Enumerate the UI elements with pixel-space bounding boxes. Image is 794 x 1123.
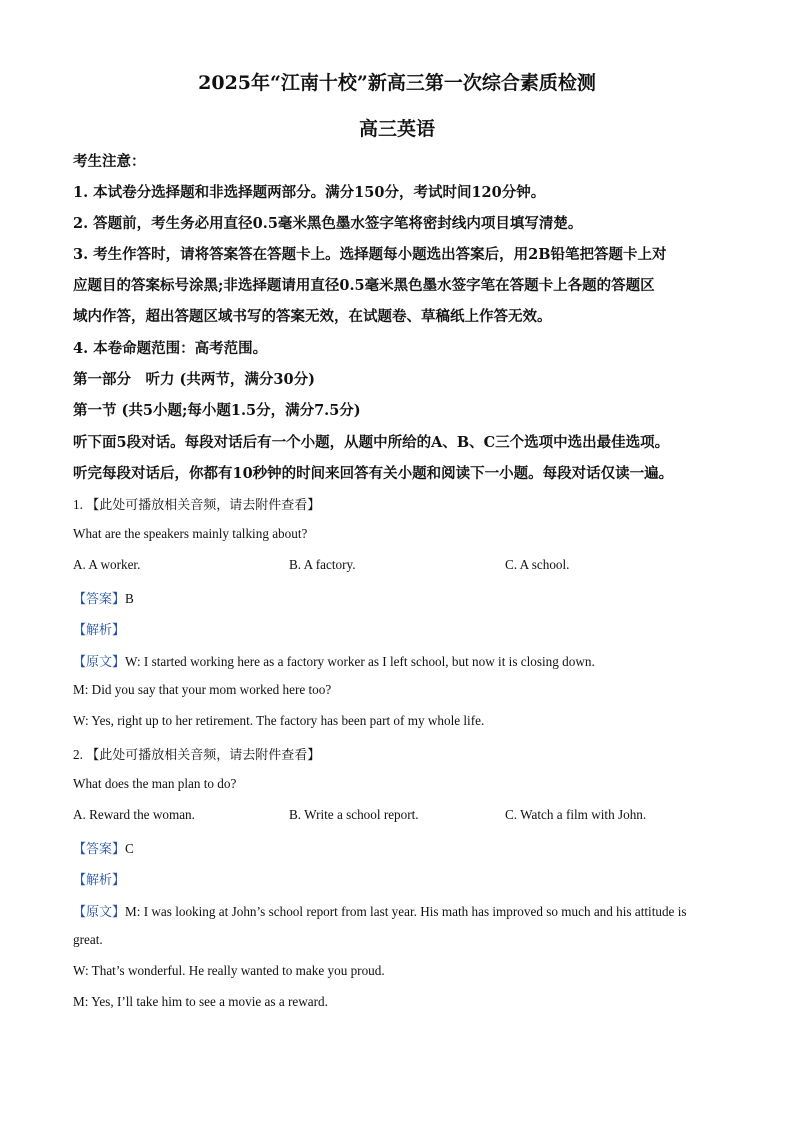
audio-note[interactable]: 【此处可播放相关音频，请去附件查看】 [86,748,321,763]
transcript-tag: 【原文】 [73,905,126,920]
question-number: 1. [73,497,83,512]
instructions-line-2: 听完每段对话后，你都有10秒钟的时间来回答有关小题和阅读下一小题。每段对话仅读一遍。 [73,465,674,482]
part-heading: 第一部分 听力 (共两节，满分30分) [73,371,315,388]
exam-title: 2025年“江南十校”新高三第一次综合素质检测 [198,72,596,94]
q2-answer [73,838,134,857]
note-2: 2. 答题前，考生务必用直径0.5毫米黑色墨水签字笔将密封线内项目填写清楚。 [73,215,583,232]
audio-note[interactable]: 【此处可播放相关音频，请去附件查看】 [86,498,321,513]
transcript-line: W: I started working here as a factory worker as I left school, but now it is closing down. [125,654,595,669]
q2-option-c[interactable]: C. Watch a film with John. [505,807,647,822]
q1-transcript-2: M: Did you say that your mom worked here too? [73,682,332,697]
answer-value: C [125,841,134,856]
note-3: 3. 考生作答时，请将答案答在答题卡上。选择题每小题选出答案后，用2B铅笔把答题卡上对 [73,246,667,263]
q1-analysis-tag: 【解析】 [73,623,126,638]
q1-option-c[interactable]: C. A school. [505,557,570,572]
q2-transcript-2: W: That’s wonderful. He really wanted to make you proud. [73,963,385,978]
q2-transcript-1-cont: great. [73,932,103,947]
q2-option-a[interactable]: A. Reward the woman. [73,807,195,822]
q1-answer [73,588,134,607]
q1-option-a[interactable]: A. A worker. [73,557,141,572]
q1-transcript-1 [73,651,595,670]
answer-tag: 【答案】 [73,592,126,607]
answer-value: B [125,591,134,606]
q1-transcript-3: W: Yes, right up to her retirement. The factory has been part of my whole life. [73,713,485,728]
question-number: 2. [73,747,83,762]
section-heading: 第一节 (共5小题;每小题1.5分，满分7.5分) [73,402,361,419]
transcript-tag: 【原文】 [73,655,126,670]
q2-analysis-tag: 【解析】 [73,873,126,888]
question-2-text: What does the man plan to do? [73,776,237,791]
q2-transcript-1 [73,901,687,920]
notes-heading: 考生注意： [73,153,146,170]
note-3-cont-2: 域内作答，超出答题区域书写的答案无效，在试题卷、草稿纸上作答无效。 [73,308,552,325]
note-4: 4. 本卷命题范围：高考范围。 [73,340,268,357]
answer-tag: 【答案】 [73,842,126,857]
exam-subtitle: 高三英语 [358,118,435,140]
q2-transcript-3: M: Yes, I’ll take him to see a movie as a reward. [73,994,328,1009]
transcript-line: M: I was looking at John’s school report from last year. His math has improved so much and his attitude is [125,904,687,919]
q1-option-b[interactable]: B. A factory. [289,557,356,572]
question-1-header [73,494,320,513]
question-1-text: What are the speakers mainly talking about? [73,526,308,541]
note-3-cont-1: 应题目的答案标号涂黑;非选择题请用直径0.5毫米黑色墨水签字笔在答题卡上各题的答题区 [73,277,655,294]
note-1: 1. 本试卷分选择题和非选择题两部分。满分150分，考试时间120分钟。 [73,184,546,201]
instructions-line-1: 听下面5段对话。每段对话后有一个小题，从题中所给的A、B、C三个选项中选出最佳选项。 [73,434,670,451]
q2-option-b[interactable]: B. Write a school report. [289,807,419,822]
question-2-header [73,744,320,763]
